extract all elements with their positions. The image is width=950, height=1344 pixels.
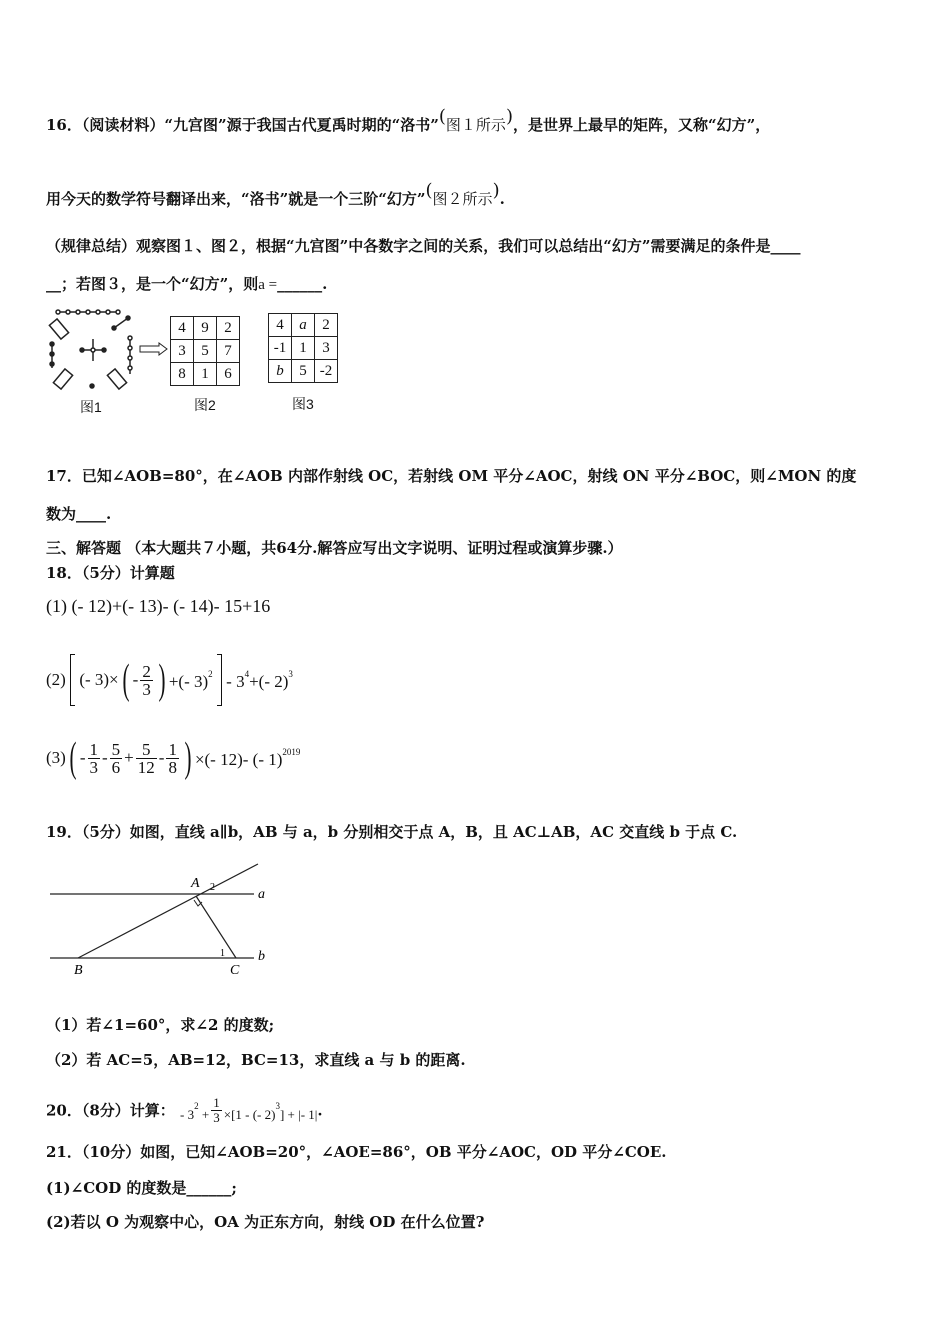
- arrow-right-icon: [139, 342, 169, 356]
- point-a-label: A: [191, 876, 200, 891]
- line-a-label: a: [258, 887, 265, 902]
- magic-square-fig3: 4 a 2 -1 1 3 b 5 -2: [268, 313, 338, 383]
- fig2-caption: 图2: [194, 397, 216, 413]
- q19-sub1: （1）若∠1=60°，求∠2 的度数;: [46, 1016, 275, 1034]
- q21-sub1: (1)∠COD 的度数是______;: [46, 1179, 237, 1197]
- q16-line3: （规律总结）观察图１、图２，根据“九宫图”中各数字之间的关系，我们可以总结出“幻方”需要满足的条件是____: [46, 237, 801, 255]
- q16-line1: 16．（阅读材料）“九宫图”源于我国古代夏禹时期的“洛书”(图１所示)，是世界上最早的矩阵，又称“幻方”，: [46, 106, 771, 134]
- line-b-label: b: [258, 949, 265, 964]
- q16-line2: 用今天的数学符号翻译出来，“洛书”就是一个三阶“幻方”(图２所示).: [46, 180, 505, 208]
- q18-expr1: (1) (- 12)+(- 13)- (- 14)- 15+16: [46, 596, 271, 616]
- q16-line4: __；若图３，是一个“幻方”，则a =______.: [46, 275, 328, 293]
- angle-2-label: 2: [210, 882, 215, 893]
- q18-expr3: (3)( - $\frac{1}{3}$ - $\frac{5}{6}$ + $\frac{5}{12}$ - $\frac{1}{8}$ ) ×(- 12)- (- 1)$^{2019}$: [46, 735, 301, 781]
- q19-line: 19．（5分）如图，直线 a∥b，AB 与 a，b 分别相交于点 A，B，且 AC⊥AB，AC 交直线 b 于点 C.: [46, 823, 738, 841]
- q18-title: 18．（5分）计算题: [46, 564, 175, 582]
- section3-heading: 三、解答题 （本大题共７小题，共64分.解答应写出文字说明、证明过程或演算步骤.）: [46, 539, 623, 557]
- q17-line2: 数为____.: [46, 505, 112, 523]
- q18-expr2: (2) (- 3)×( - $\frac{2}{3}$ ) +(- $3)^2 - 3^4+(-$ 2)$^3$: [46, 654, 293, 706]
- point-b-label: B: [74, 963, 83, 978]
- q19-sub2: （2）若 AC=5，AB=12，BC=13，求直线 a 与 b 的距离.: [46, 1051, 466, 1069]
- luoshu-figure: [44, 308, 140, 398]
- point-c-label: C: [230, 963, 240, 978]
- magic-square-fig2: 4 9 2 3 5 7 8 1 6: [170, 316, 240, 386]
- q21-sub2: (2)若以 O 为观察中心，OA 为正东方向，射线 OD 在什么位置?: [46, 1213, 485, 1231]
- angle-1-label: 1: [220, 948, 225, 959]
- q19-figure: [44, 860, 284, 980]
- q21-line: 21．（10分）如图，已知∠AOB=20°，∠AOE=86°，OB 平分∠AOC，OD 平分∠COE.: [46, 1143, 667, 1161]
- q20-line: 20．（8分）计算： - $3^2$ + $\frac{1}{3}$ ×[1 - (- 2)$^3$] + |- 1|.: [46, 1095, 323, 1125]
- fig1-caption: 图1: [80, 399, 102, 415]
- fig3-caption: 图3: [292, 396, 314, 412]
- q17-line1: 17．已知∠AOB=80°，在∠AOB 内部作射线 OC，若射线 OM 平分∠AOC，射线 ON 平分∠BOC，则∠MON 的度: [46, 467, 857, 485]
